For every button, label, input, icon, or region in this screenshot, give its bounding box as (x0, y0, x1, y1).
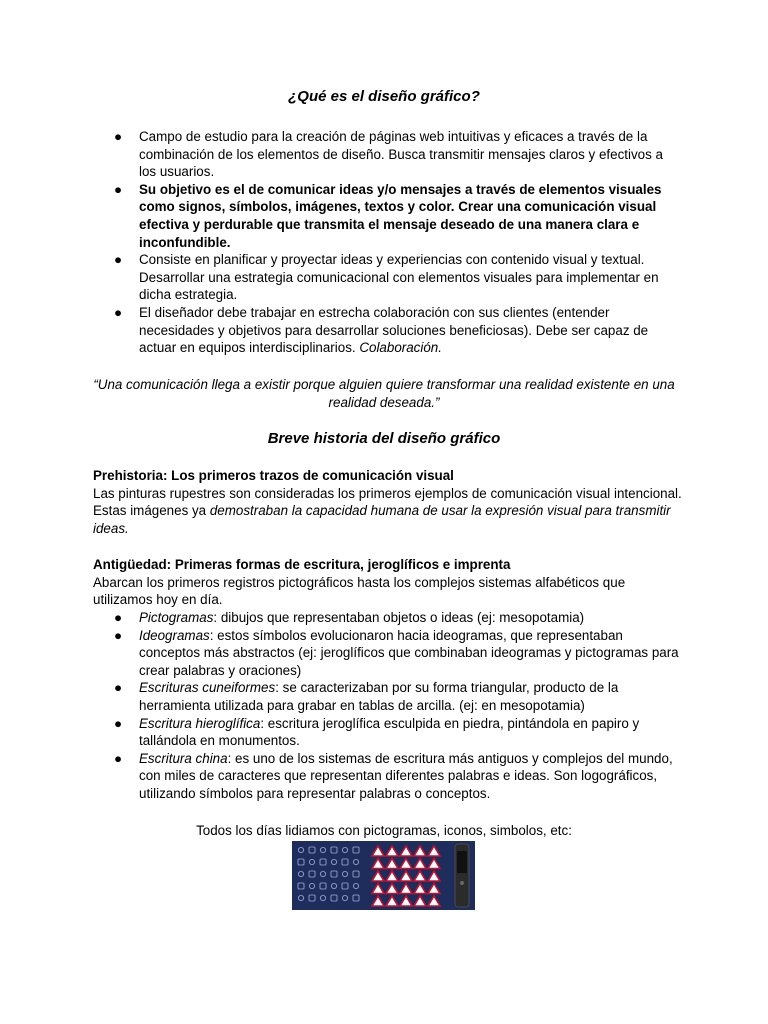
bullet-icon: ● (114, 252, 123, 268)
phone-screen-icon (457, 851, 467, 873)
warning-sign-icon (414, 896, 426, 906)
line-icon (320, 895, 325, 900)
line-icon (331, 859, 336, 864)
list-item-term: Escrituras cuneiformes (139, 680, 276, 696)
list-item-text: Campo de estudio para la creación de páginas web intuitivas y eficaces a través de la combinación de los elementos de diseño. Busca transmitir mensajes claros y efectivos a los usuarios. (139, 129, 663, 180)
line-icon (320, 859, 326, 865)
warning-sign-icon (414, 884, 426, 894)
list-item (114, 251, 679, 304)
line-icon (342, 859, 348, 865)
line-icon (353, 883, 358, 888)
antiguedad-paragraph (93, 556, 683, 609)
warning-sign-icon (400, 846, 412, 856)
warning-sign-icon (414, 871, 426, 881)
warning-sign-icon (428, 846, 440, 856)
list-item-term: Escritura china (139, 750, 228, 766)
list-item-term: Pictogramas (139, 610, 214, 625)
line-icon (342, 883, 348, 889)
list-item (114, 304, 679, 357)
warning-sign-icon (414, 859, 426, 869)
line-icon (298, 895, 303, 900)
line-icon (342, 895, 347, 900)
warning-sign-icon (372, 859, 384, 869)
list-item-text: Consiste en planificar y proyectar ideas y experiencias con contenido visual y textual. Desarrollar una estrategia comunicacional con elementos visuales para implementar en dicha estrategia. (139, 252, 659, 303)
list-item (114, 128, 679, 181)
warning-sign-icon (386, 871, 398, 881)
bullet-icon: ● (114, 610, 123, 625)
warning-sign-icon (386, 884, 398, 894)
warning-sign-icon (428, 896, 440, 906)
warning-sign-icon (372, 884, 384, 894)
list-item-text: : es uno de los sistemas de escritura más antiguos y complejos del mundo, con miles de caracteres que representan diferentes palabras e ideas. Son logográficos, utilizando símbolos para representar palabras o conceptos. (139, 750, 673, 801)
list-item-text: El diseñador debe trabajar en estrecha colaboración con sus clientes (entender necesidades y objetivos para desarrollar soluciones beneficiosas). Debe ser capaz de actuar en equipos interdisciplinarios. (139, 304, 649, 356)
list-item (114, 715, 679, 750)
bullet-icon: ● (114, 304, 123, 320)
warning-sign-icon (372, 896, 384, 906)
line-icon (342, 847, 347, 852)
list-item-term: Escritura hieroglífica (139, 715, 261, 731)
line-icon (353, 847, 359, 853)
bullet-icon: ● (114, 129, 123, 144)
image-caption: Todos los días lidiamos con pictogramas, iconos, simbolos, etc: (196, 823, 572, 838)
list-item (114, 181, 679, 251)
warning-sign-icon (428, 884, 440, 894)
warning-sign-icon (400, 859, 412, 869)
bullet-icon: ● (114, 181, 123, 197)
line-icon (309, 883, 314, 888)
warning-sign-icon (372, 846, 384, 856)
section-title-que-es: ¿Qué es el diseño gráfico? (288, 88, 480, 105)
list-item (114, 679, 679, 714)
list-item-text: : dibujos que representaban objetos o ideas (ej: mesopotamia) (213, 610, 585, 625)
warning-sign-icon (400, 896, 412, 906)
warning-sign-icon (386, 859, 398, 869)
warning-sign-icon (428, 859, 440, 869)
line-icon (320, 883, 326, 889)
warning-sign-icon (414, 846, 426, 856)
list-item-emphasis: Colaboración. (359, 340, 442, 356)
line-icon (298, 883, 304, 889)
line-icon (309, 847, 315, 853)
list-item-text: : escritura jeroglífica esculpida en piedra, pintándola en papiro y tallándola en monumentos. (139, 715, 640, 749)
list-item-text: : estos símbolos evolucionaron hacia ideogramas, que representaban conceptos más abstractos (ej: jeroglíficos que combinaban ideogramas y pictogramas para crear palabras y oraciones) (139, 627, 679, 678)
pictograms-illustration (292, 841, 475, 910)
warning-sign-icon (400, 871, 412, 881)
warning-sign-icon (372, 871, 384, 881)
line-icon (342, 871, 347, 876)
list-item (114, 750, 679, 803)
line-icon (331, 871, 337, 877)
warning-sign-icon (386, 896, 398, 906)
list-item-text: : se caracterizaban por su forma triangular, producto de la herramienta utilizada para grabar en tablas de arcilla. (ej: en mesopotamia) (139, 680, 619, 713)
quote: “Una comunicación llega a existir porque alguien quiere transformar una realidad existente en una realidad deseada.” (93, 377, 675, 410)
antiguedad-heading: Antigüedad: Primeras formas de escritura, jeroglíficos e imprenta (93, 557, 511, 572)
warning-sign-icon (428, 871, 440, 881)
warning-sign-icon (386, 846, 398, 856)
line-icon (309, 895, 315, 901)
line-icon (331, 895, 337, 901)
prehistoria-text: Las pinturas rupestres son consideradas los primeros ejemplos de comunicación visual intencional. Estas imágenes ya (93, 485, 682, 519)
bullet-icon: ● (114, 715, 123, 731)
line-icon (353, 871, 359, 877)
line-icon (353, 859, 358, 864)
line-icon (298, 859, 304, 865)
line-icon (331, 847, 337, 853)
list-item (114, 609, 679, 627)
line-icon (309, 859, 314, 864)
section-title-historia: Breve historia del diseño gráfico (267, 430, 501, 447)
list-item-text: Su objetivo es el de comunicar ideas y/o mensajes a través de elementos visuales como signos, símbolos, imágenes, textos y color. Crear una comunicación visual efectiva y perdurable que transmita el mensaje deseado de una manera clara e inconfundible. (139, 181, 662, 250)
prehistoria-heading: Prehistoria: Los primeros trazos de comunicación visual (93, 468, 454, 483)
line-icon (298, 871, 303, 876)
prehistoria-paragraph (93, 467, 683, 537)
line-icon (353, 895, 359, 901)
antiguedad-text: Abarcan los primeros registros pictográficos hasta los complejos sistemas alfabéticos que utilizamos hoy en día. (93, 574, 626, 608)
line-icon (298, 847, 303, 852)
bullet-icon: ● (114, 627, 123, 643)
definition-list (114, 128, 679, 357)
pictograms-image (292, 841, 475, 910)
line-icon (320, 871, 325, 876)
bullet-icon: ● (114, 750, 123, 766)
line-icon (320, 847, 325, 852)
phone-button-icon (460, 881, 464, 885)
bullet-icon: ● (114, 680, 123, 696)
line-icon (309, 871, 315, 877)
list-item (114, 627, 679, 680)
warning-sign-icon (400, 884, 412, 894)
list-item-term: Ideogramas (139, 627, 210, 643)
prehistoria-emphasis: demostraban la capacidad humana de usar la expresión visual para transmitir ideas. (93, 503, 671, 536)
writing-systems-list (114, 609, 679, 803)
line-icon (331, 883, 336, 888)
